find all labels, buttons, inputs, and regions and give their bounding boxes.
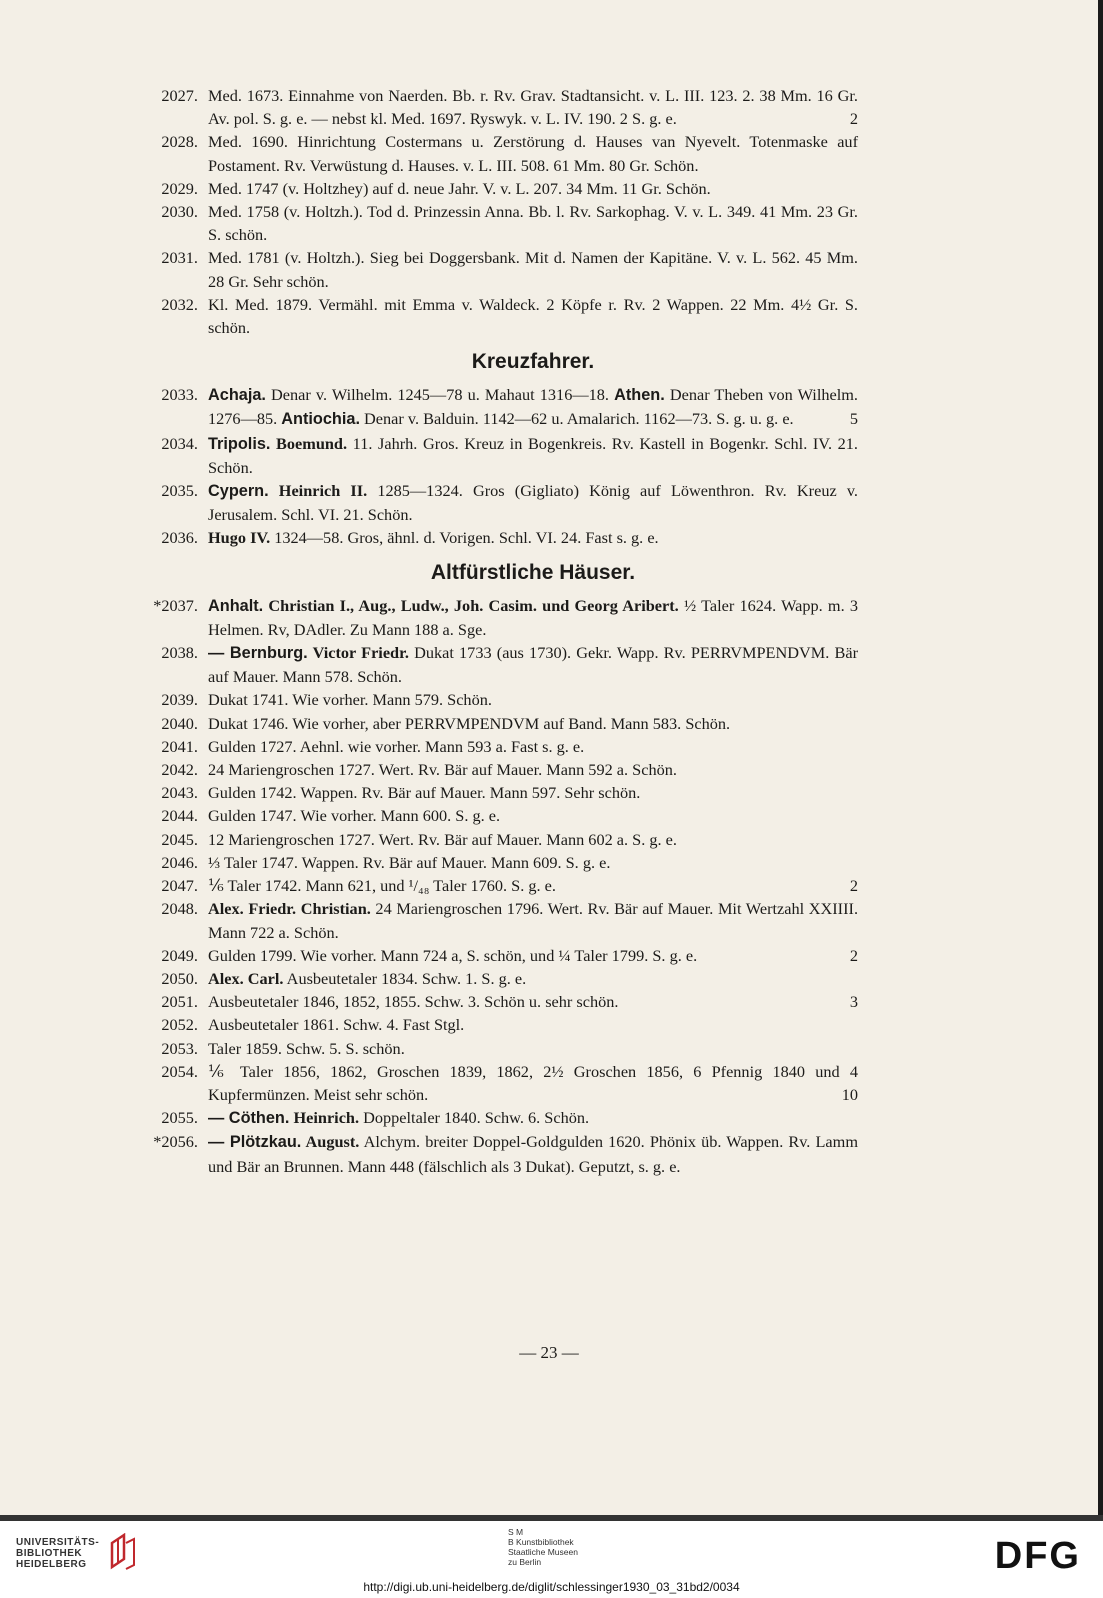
- entry-desc: Dukat 1746. Wie vorher, aber PERRVMPENDVM auf Band. Mann 583. Schön.: [208, 713, 731, 733]
- entry-desc: 24 Mariengroschen 1796. Wert. Rv. Bär auf Mauer. Mit Wertzahl XXIIII. Mann 722 a. Schön.: [208, 899, 859, 942]
- entry-number: 2041.: [161, 736, 198, 756]
- entry-quantity: 10: [841, 1084, 858, 1104]
- catalog-entry: [140, 804, 858, 827]
- entry-desc: Dukat 1733 (aus 1730). Gekr. Wapp. Rv. PERRVMPENDVM. Bär auf Mauer. Mann 578. Schön.: [208, 643, 858, 687]
- ruler-name: August.: [301, 1132, 360, 1152]
- ruler-name: Alex. Carl.: [208, 968, 284, 988]
- digitization-footer: [0, 1515, 1103, 1598]
- catalog-entry-2037: [140, 594, 858, 641]
- dfg-logo[interactable]: DFG: [994, 1535, 1081, 1577]
- entry-text: [208, 641, 858, 688]
- entry-text: [208, 1060, 858, 1106]
- entry-text: [208, 944, 858, 967]
- entry-desc: Gulden 1742. Wappen. Rv. Bär auf Mauer. Mann 597. Sehr schön.: [208, 783, 641, 803]
- place-name: — Plötzkau.: [208, 1133, 302, 1152]
- entry-desc: ⅙ Taler 1856, 1862, Groschen 1839, 1862, 2½ Groschen 1856, 6 Pfennig 1840 und 4 Kupfermünzen. Meist sehr schön.: [208, 1061, 858, 1104]
- entry-quantity: 5: [849, 409, 858, 429]
- entry-number: 2046.: [161, 852, 198, 872]
- catalog-entry: [140, 1037, 858, 1060]
- entry-desc: ½ Taler 1624. Wapp. m. 3 Helmen. Rv, DAdler. Zu Mann 188 a. Sge.: [208, 595, 859, 639]
- entry-desc: Gulden 1727. Aehnl. wie vorher. Mann 593 a. Fast s. g. e.: [208, 736, 585, 756]
- catalog-entry: [140, 293, 858, 339]
- entry-number: 2043.: [161, 783, 198, 803]
- catalog-entry-2033: [140, 383, 858, 431]
- logo-text: HEIDELBERG: [16, 1559, 87, 1570]
- catalog-content: [140, 84, 858, 1178]
- catalog-entry: [140, 781, 858, 804]
- entry-number: *2056.: [153, 1132, 198, 1152]
- page-number: — 23 —: [519, 1343, 579, 1362]
- catalog-entry: [140, 84, 858, 130]
- entry-desc: Denar v. Balduin. 1142—62 u. Amalarich. 1162—73. S. g. u. g. e.: [359, 409, 794, 429]
- entry-text: [208, 526, 858, 549]
- entry-desc: Taler 1859. Schw. 5. S. schön.: [208, 1038, 405, 1058]
- entry-number: 2049.: [161, 945, 198, 965]
- entry-text: [208, 712, 858, 735]
- place-name: Antiochia.: [281, 410, 360, 429]
- credit-line: B Kunstbibliothek: [508, 1537, 574, 1547]
- entries-bernburg: [140, 688, 858, 897]
- entry-text: [208, 897, 858, 943]
- entry-number: *2037.: [153, 595, 198, 615]
- entries-alex-carl: [140, 990, 858, 1106]
- entry-desc: Ausbeutetaler 1846, 1852, 1855. Schw. 3. Schön u. sehr schön.: [208, 992, 619, 1012]
- place-name: Achaja.: [208, 386, 266, 405]
- entry-text: [208, 432, 858, 479]
- entry-text: [208, 177, 858, 200]
- entry-desc: 1285—1324. Gros (Gigliato) König auf Löwenthron. Rv. Kreuz v. Jerusalem. Schl. VI. 21. Schön.: [208, 481, 858, 525]
- kunstbibliothek-credit: [508, 1527, 578, 1567]
- catalog-entry: [140, 1013, 858, 1036]
- catalog-entry: [140, 177, 858, 200]
- entry-number: 2039.: [161, 690, 198, 710]
- entry-text: [208, 383, 858, 431]
- credit-line: zu Berlin: [508, 1557, 542, 1567]
- entry-text: [208, 851, 858, 874]
- entry-number: 2054.: [161, 1061, 198, 1081]
- catalog-entry-2034: [140, 432, 858, 479]
- credit-line: Staatliche Museen: [508, 1547, 578, 1557]
- catalog-entry: [140, 735, 858, 758]
- entry-number: 2044.: [161, 806, 198, 826]
- catalog-entry-2035: [140, 479, 858, 526]
- ruler-name: Heinrich II.: [268, 481, 368, 501]
- entry-number: 2027.: [161, 86, 198, 105]
- entry-quantity: 3: [849, 992, 858, 1012]
- entry-number: 2045.: [161, 829, 198, 849]
- credit-line: S M: [508, 1527, 524, 1537]
- catalog-entry-2036: [140, 526, 858, 549]
- ruler-name: Victor Friedr.: [307, 643, 409, 663]
- catalog-entry-2055: [140, 1106, 858, 1130]
- entry-number: 2036.: [161, 528, 198, 548]
- entry-desc: 24 Mariengroschen 1727. Wert. Rv. Bär auf Mauer. Mann 592 a. Schön.: [208, 760, 677, 780]
- entry-number: 2055.: [161, 1108, 198, 1128]
- logo-text: UNIVERSITÄTS-: [16, 1537, 100, 1548]
- place-name: Tripolis.: [208, 434, 271, 453]
- place-name: — Bernburg.: [208, 644, 308, 663]
- catalog-entry-2056: [140, 1130, 858, 1177]
- entry-number: 2038.: [161, 643, 198, 663]
- entry-desc: Ausbeutetaler 1834. Schw. 1. S. g. e.: [283, 968, 527, 988]
- entry-desc: 11. Jahrh. Gros. Kreuz in Bogenkreis. Rv. Kastell in Bogenkr. Schl. IV. 21. Schön.: [208, 433, 858, 477]
- entry-quantity: 2: [849, 876, 858, 896]
- section-heading-kreuzfahrer: Kreuzfahrer.: [471, 350, 595, 374]
- ruler-name: Boemund.: [270, 433, 348, 453]
- entry-text: [208, 1037, 858, 1060]
- catalog-entry-2050: [140, 967, 858, 990]
- entry-number: 2030.: [161, 202, 198, 222]
- catalog-entry: [140, 130, 858, 176]
- entry-desc: Med. 1690. Hinrichtung Costermans u. Zerstörung d. Hauses van Nyevelt. Totenmaske auf Postament. Rv. Verwüstung d. Hauses. v. L. III. 508. 61 Mm. 80 Gr. Schön.: [208, 132, 858, 175]
- entry-desc: Med. 1747 (v. Holtzhey) auf d. neue Jahr. V. v. L. 207. 34 Mm. 11 Gr. Schön.: [208, 178, 711, 198]
- entry-number: 2034.: [161, 433, 198, 453]
- catalog-entry: [140, 944, 858, 967]
- entry-desc: Med. 1758 (v. Holtzh.). Tod d. Prinzessin Anna. Bb. l. Rv. Sarkophag. V. v. L. 349. 41 Mm. 23 Gr. S. schön.: [208, 202, 858, 245]
- entry-desc: Gulden 1799. Wie vorher. Mann 724 a, S. schön, und ¼ Taler 1799. S. g. e.: [208, 945, 698, 965]
- place-name: Anhalt.: [208, 596, 264, 615]
- entry-number: 2028.: [161, 132, 198, 152]
- entry-text: [208, 1013, 858, 1036]
- entry-number: 2031.: [161, 248, 198, 268]
- entry-number: 2048.: [161, 899, 198, 919]
- entry-text: [208, 804, 858, 827]
- entry-number: 2042.: [161, 760, 198, 780]
- entry-desc: Med. 1781 (v. Holtzh.). Sieg bei Doggersbank. Mit d. Namen der Kapitäne. V. v. L. 562. 45 Mm. 28 Gr. Sehr schön.: [208, 248, 858, 291]
- catalog-entry-2038: [140, 641, 858, 688]
- place-name: — Cöthen.: [208, 1109, 290, 1128]
- entry-number: 2033.: [161, 385, 198, 405]
- entry-text: [208, 874, 858, 897]
- entry-desc: Denar Theben von Wilhelm. 1276—85.: [208, 385, 858, 429]
- entry-desc: Gulden 1747. Wie vorher. Mann 600. S. g. e.: [208, 806, 501, 826]
- entry-number: 2051.: [161, 992, 198, 1012]
- entry-text: [208, 828, 858, 851]
- entry-text: [208, 967, 858, 990]
- entry-desc: Dukat 1741. Wie vorher. Mann 579. Schön.: [208, 690, 492, 710]
- entry-desc: ⅓ Taler 1747. Wappen. Rv. Bär auf Mauer. Mann 609. S. g. e.: [208, 852, 611, 872]
- entry-number: 2053.: [161, 1038, 198, 1058]
- place-name: Athen.: [614, 386, 665, 405]
- entry-text: [208, 688, 858, 711]
- entry-text: [208, 990, 858, 1013]
- logo-text: BIBLIOTHEK: [16, 1548, 83, 1559]
- entry-text: [208, 293, 858, 339]
- entry-text: [208, 735, 858, 758]
- entry-desc: Doppeltaler 1840. Schw. 6. Schön.: [359, 1108, 590, 1128]
- permalink-url[interactable]: http://digi.ub.uni-heidelberg.de/diglit/schlessinger1930_03_31bd2/0034: [363, 1580, 740, 1594]
- section-heading-altfuerstliche: Altfürstliche Häuser.: [430, 560, 636, 584]
- entry-quantity: 2: [849, 109, 858, 129]
- place-name: Cypern.: [208, 482, 269, 501]
- catalog-entry-2048: [140, 897, 858, 943]
- catalog-entry: [140, 712, 858, 735]
- ruler-name: Christian I., Aug., Ludw., Joh. Casim. und Georg Aribert.: [263, 595, 679, 615]
- entries-2049: [140, 944, 858, 967]
- entry-text: [208, 200, 858, 246]
- entries-netherlands: [140, 84, 858, 339]
- entry-desc: ⅙ Taler 1742. Mann 621, und ¹/₄₈ Taler 1760. S. g. e.: [208, 876, 556, 896]
- catalog-entry: [140, 246, 858, 292]
- ub-heidelberg-logo[interactable]: [16, 1537, 99, 1570]
- entry-text: [208, 1106, 858, 1130]
- catalog-entry: [140, 990, 858, 1013]
- entry-number: 2040.: [161, 713, 198, 733]
- entry-number: 2052.: [161, 1015, 198, 1035]
- entry-number: 2035.: [161, 481, 198, 501]
- entry-desc: 12 Mariengroschen 1727. Wert. Rv. Bär auf Mauer. Mann 602 a. S. g. e.: [208, 829, 677, 849]
- catalog-entry: [140, 851, 858, 874]
- entry-desc: Alchym. breiter Doppel-Goldgulden 1620. Phönix üb. Wappen. Rv. Lamm und Bär an Brunnen. Mann 448 (fälschlich als 3 Dukat). Geputzt, s. g. e.: [208, 1132, 858, 1176]
- catalog-entry: [140, 828, 858, 851]
- catalog-entry: [140, 874, 858, 897]
- catalog-entry: [140, 758, 858, 781]
- ub-emblem-icon: [104, 1533, 138, 1571]
- entry-number: 2029.: [161, 178, 198, 198]
- entry-desc: Ausbeutetaler 1861. Schw. 4. Fast Stgl.: [208, 1015, 465, 1035]
- ruler-name: Hugo IV.: [208, 528, 271, 548]
- entry-text: [208, 84, 858, 130]
- entry-desc: Med. 1673. Einnahme von Naerden. Bb. r. Rv. Grav. Stadtansicht. v. L. III. 123. 2. 38 Mm. 16 Gr. Av. pol. S. g. e. — nebst kl. Med. 1697. Ryswyk. v. L. IV. 190. 2 S. g. e.: [208, 86, 858, 129]
- entry-number: 2047.: [161, 876, 198, 896]
- entry-text: [208, 758, 858, 781]
- entry-desc: Kl. Med. 1879. Vermähl. mit Emma v. Waldeck. 2 Köpfe r. Rv. 2 Wappen. 22 Mm. 4½ Gr. S. schön.: [208, 294, 858, 338]
- entry-number: 2050.: [161, 968, 198, 988]
- entry-text: [208, 781, 858, 804]
- catalog-entry: [140, 688, 858, 711]
- ruler-name: Heinrich.: [289, 1108, 360, 1128]
- entry-desc: Denar v. Wilhelm. 1245—78 u. Mahaut 1316—18.: [265, 385, 615, 405]
- entry-text: [208, 594, 858, 641]
- entry-text: [208, 130, 858, 176]
- catalog-entry: [140, 1060, 858, 1106]
- entry-quantity: 2: [849, 945, 858, 965]
- entry-text: [208, 479, 858, 526]
- entry-number: 2032.: [161, 294, 198, 314]
- entry-text: [208, 1130, 858, 1177]
- entry-desc: 1324—58. Gros, ähnl. d. Vorigen. Schl. VI. 24. Fast s. g. e.: [270, 528, 659, 548]
- entry-text: [208, 246, 858, 292]
- ruler-name: Alex. Friedr. Christian.: [208, 899, 371, 919]
- catalog-entry: [140, 200, 858, 246]
